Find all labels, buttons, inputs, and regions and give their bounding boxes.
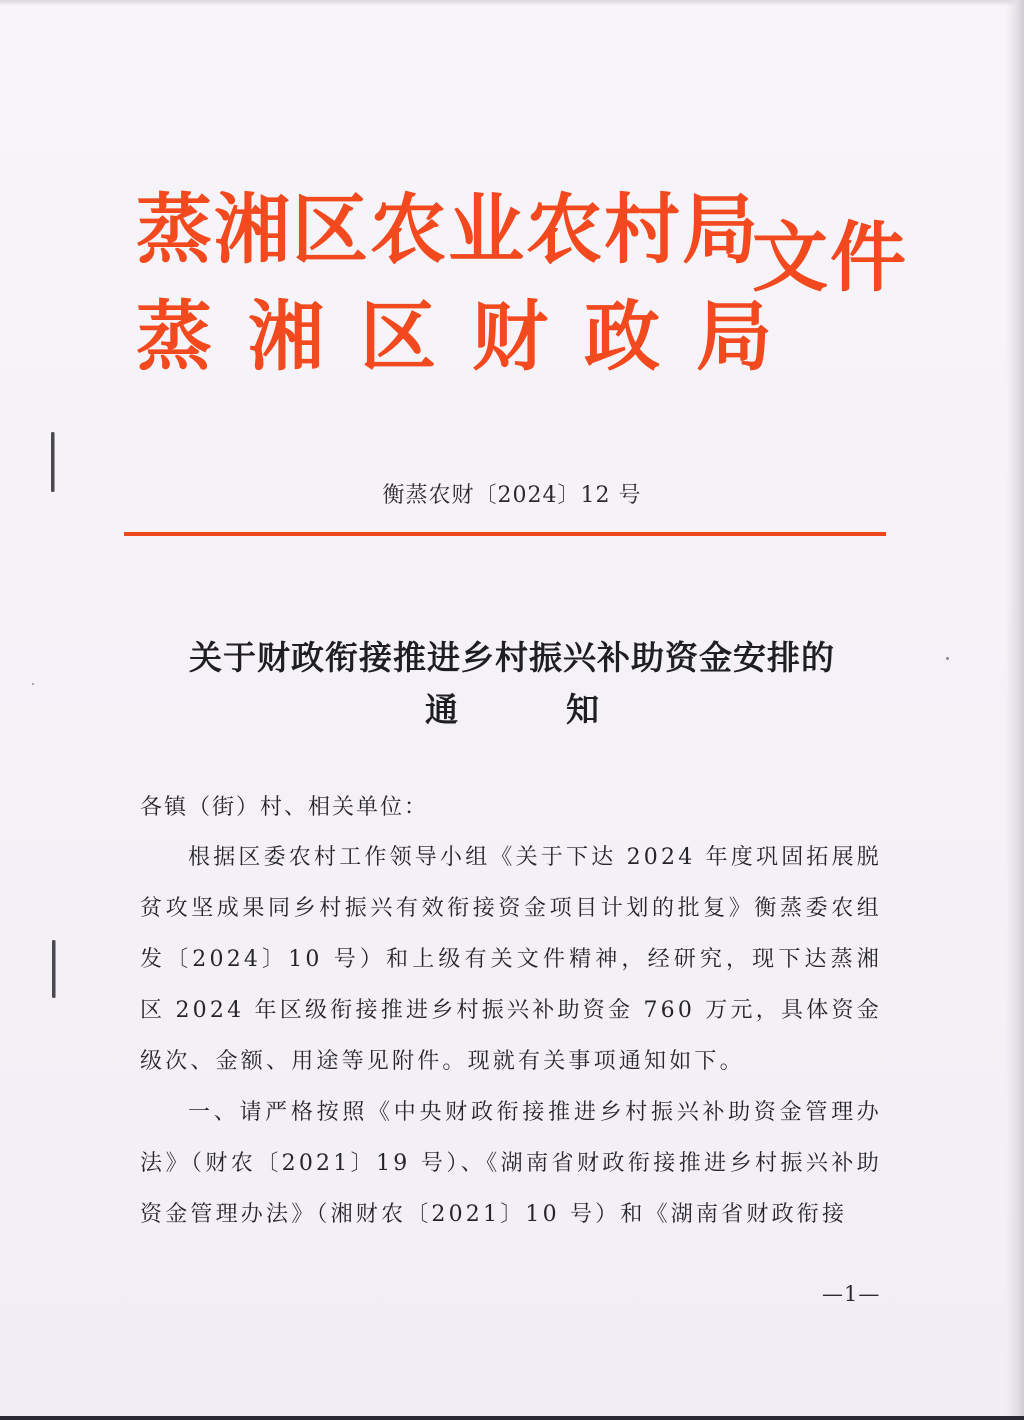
staple-bottom — [52, 940, 55, 998]
header-org-line-1: 蒸湘区农业农村局 — [136, 185, 760, 274]
page-number: —1— — [822, 1282, 881, 1306]
document-number: 衡蒸农财〔2024〕12 号 — [382, 483, 642, 508]
scan-speck — [32, 683, 34, 685]
body-paragraph-1: 根据区委农村工作领导小组《关于下达 2024 年度巩固拓展脱贫攻坚成果同乡村振兴有效衔接资金项目计划的批复》衡蒸委农组发〔2024〕10 号）和上级有关文件精神，经研究，现下达蒸湘区 2024 年区级衔接推进乡村振兴补助资金 760 万元，具体资金级次、金额、用途等见附件。现就有关事项通知如下。 — [140, 845, 882, 1074]
scan-speck — [946, 657, 949, 660]
body-paragraph-2: 一、请严格按照《中央财政衔接推进乡村振兴补助资金管理办法》（财农〔2021〕19 号）、《湖南省财政衔接推进乡村振兴补助资金管理办法》（湘财农〔2021〕10 号）和《湖南省财政衔接 — [140, 1100, 882, 1227]
notice-title-line-2: 通知 — [425, 690, 707, 729]
header-document-suffix: 文件 — [752, 213, 908, 302]
addressee: 各镇（街）村、相关单位： — [140, 795, 429, 820]
header-org-line-2: 蒸湘区财政局 — [136, 292, 808, 381]
red-divider-rule — [124, 532, 886, 536]
scan-edge-bottom — [0, 1416, 1024, 1420]
scan-edge-top — [0, 0, 1024, 6]
notice-title-line-1: 关于财政衔接推进乡村振兴补助资金安排的 — [189, 638, 835, 677]
